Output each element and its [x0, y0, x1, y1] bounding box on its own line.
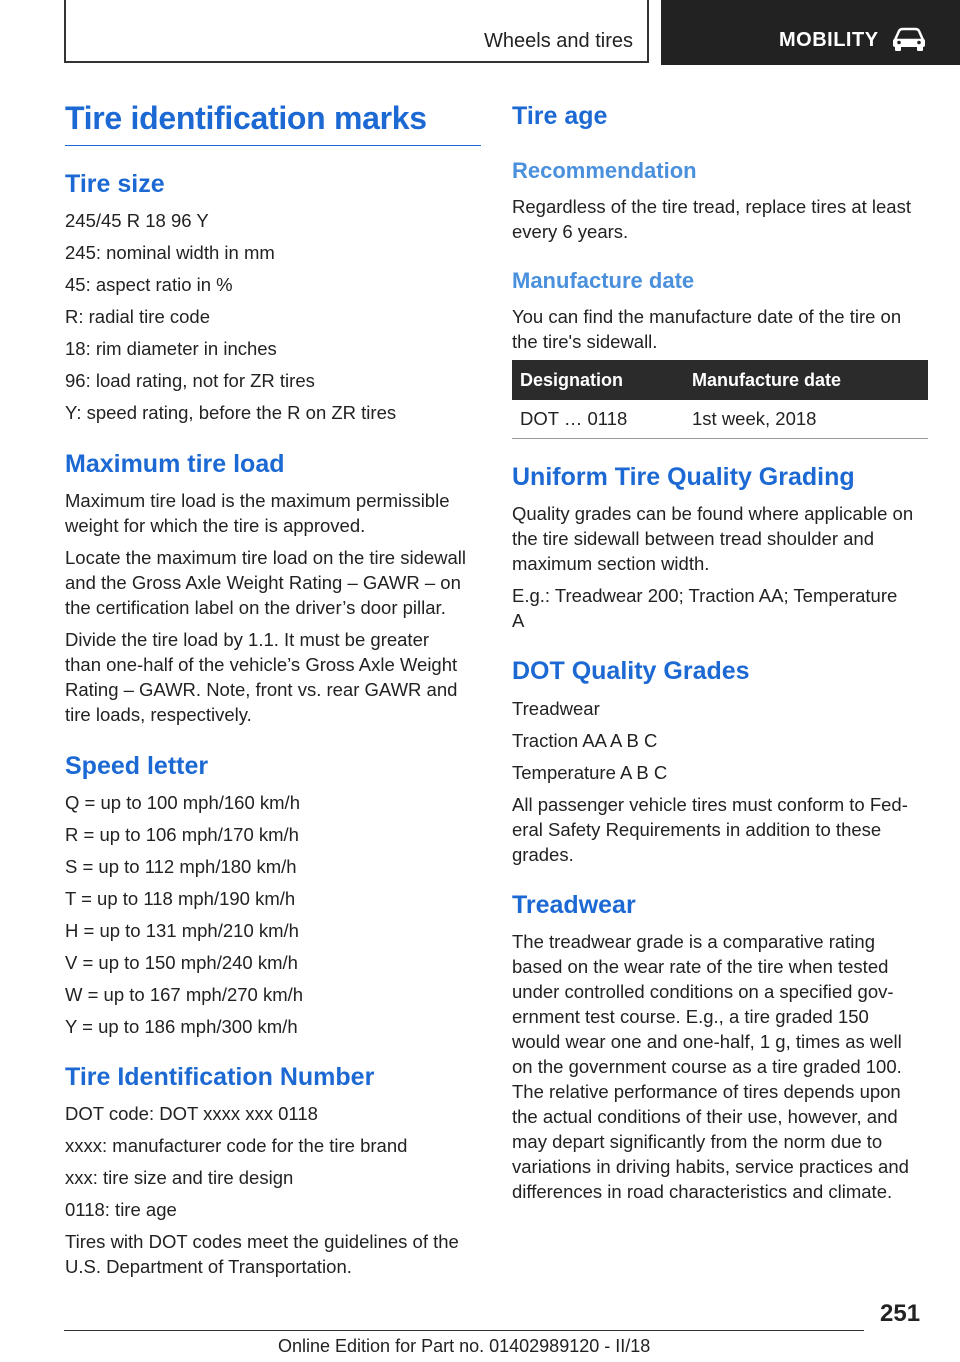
list-item: 0118: tire age: [65, 1199, 177, 1220]
paragraph-line: Tires with DOT codes meet the guidelines of the: [65, 1231, 459, 1252]
tin-heading: Tire Identification Number: [65, 1063, 375, 1091]
tire-size-heading: Tire size: [65, 170, 165, 198]
paragraph-line: Maximum tire load is the maximum permissible: [65, 490, 450, 511]
paragraph-line: may depart significantly from the norm due to: [512, 1131, 883, 1152]
treadwear-text: [512, 929, 928, 1204]
paragraph-line: on the government course as a tire graded 100.: [512, 1056, 902, 1077]
table-header-row: [512, 360, 928, 400]
recommendation-heading: Recommendation: [512, 158, 697, 183]
page-number: 251: [880, 1300, 921, 1327]
paragraph-line: The treadwear grade is a comparative rating: [512, 931, 875, 952]
paragraph-line: All passenger vehicle tires must conform to Fed‐: [512, 794, 908, 815]
list-item: T = up to 118 mph/190 km/h: [65, 888, 296, 909]
list-item: Temperature A B C: [512, 762, 668, 783]
dot-grades-text: [512, 696, 928, 867]
paragraph-line: tire loads, respectively.: [65, 704, 252, 725]
footer-divider: [64, 1330, 864, 1331]
paragraph-line: U.S. Department of Transportation.: [65, 1256, 352, 1277]
list-item: V = up to 150 mph/240 km/h: [65, 952, 298, 973]
paragraph-line: ernment test course. E.g., a tire graded 150: [512, 1006, 869, 1027]
paragraph-line: Locate the maximum tire load on the tire sidewall: [65, 547, 467, 568]
paragraph-line: weight for which the tire is approved.: [65, 515, 366, 536]
paragraph-line: differences in road characteristics and climate.: [512, 1181, 893, 1202]
chapter-tab: [661, 0, 960, 65]
page-title: Tire identification marks: [65, 100, 481, 146]
list-item: Traction AA A B C: [512, 730, 658, 751]
list-item: xxx: tire size and tire design: [65, 1167, 294, 1188]
paragraph-line: grades.: [512, 844, 574, 865]
chapter-title: MOBILITY: [779, 29, 879, 51]
car-icon: [891, 26, 927, 52]
manufacture-date-heading: Manufacture date: [512, 268, 695, 293]
manufacture-date-text: [512, 304, 928, 354]
max-load-text: [65, 488, 481, 727]
table-row: [512, 400, 928, 439]
max-load-heading: Maximum tire load: [65, 450, 285, 478]
paragraph-line: every 6 years.: [512, 221, 629, 242]
list-item: Y: speed rating, before the R on ZR tires: [65, 402, 397, 423]
paragraph-line: the tire's sidewall.: [512, 331, 658, 352]
table-cell-date: 1st week, 2018: [692, 408, 817, 429]
paragraph-line: You can find the manufacture date of the tire on: [512, 306, 902, 327]
paragraph-line: and the Gross Axle Weight Rating – GAWR – on: [65, 572, 461, 593]
list-item: R: radial tire code: [65, 306, 210, 327]
list-item: Treadwear: [512, 698, 600, 719]
list-item: H = up to 131 mph/210 km/h: [65, 920, 299, 941]
list-item: W = up to 167 mph/270 km/h: [65, 984, 304, 1005]
paragraph-line: Divide the tire load by 1.1. It must be greater: [65, 629, 430, 650]
tire-size-list: [65, 208, 481, 425]
list-item: 45: aspect ratio in %: [65, 274, 233, 295]
paragraph-line: The relative performance of tires depends upon: [512, 1081, 901, 1102]
list-item: 18: rim diameter in inches: [65, 338, 277, 359]
paragraph-line: the certification label on the driver’s door pillar.: [65, 597, 446, 618]
list-item: 96: load rating, not for ZR tires: [65, 370, 315, 391]
header-section-frame: [64, 0, 649, 63]
table-cell-designation: DOT … 0118: [520, 408, 628, 429]
section-title: Wheels and tires: [484, 30, 633, 52]
speed-letter-list: [65, 790, 481, 1039]
paragraph-line: than one-half of the vehicle’s Gross Axle Weight: [65, 654, 458, 675]
utqg-text: [512, 501, 928, 633]
paragraph-line: variations in driving habits, service practices and: [512, 1156, 909, 1177]
list-item: 245: nominal width in mm: [65, 242, 275, 263]
paragraph-line: maximum section width.: [512, 553, 710, 574]
paragraph-line: would wear one and one-half, 1 g, times as well: [512, 1031, 902, 1052]
paragraph-line: Regardless of the tire tread, replace tires at least: [512, 196, 911, 217]
list-item: Q = up to 100 mph/160 km/h: [65, 792, 300, 813]
paragraph-line: under controlled conditions on a specified gov‐: [512, 981, 894, 1002]
list-item: Y = up to 186 mph/300 km/h: [65, 1016, 298, 1037]
tin-text: [65, 1101, 481, 1279]
paragraph-line: Rating – GAWR. Note, front vs. rear GAWR and: [65, 679, 458, 700]
dot-grades-heading: DOT Quality Grades: [512, 657, 750, 685]
list-item: xxxx: manufacturer code for the tire brand: [65, 1135, 408, 1156]
list-item: R = up to 106 mph/170 km/h: [65, 824, 299, 845]
list-item: 245/45 R 18 96 Y: [65, 210, 209, 231]
table-header-manufacture-date: Manufacture date: [692, 370, 842, 390]
paragraph-line: the tire sidewall between tread shoulder and: [512, 528, 875, 549]
speed-letter-heading: Speed letter: [65, 752, 209, 780]
list-item: DOT code: DOT xxxx xxx 0118: [65, 1103, 318, 1124]
paragraph-line: A: [512, 610, 525, 631]
recommendation-text: [512, 194, 928, 244]
footer-edition: Online Edition for Part no. 01402989120 - II/18: [278, 1336, 651, 1356]
paragraph-line: eral Safety Requirements in addition to these: [512, 819, 882, 840]
treadwear-heading: Treadwear: [512, 891, 636, 919]
paragraph-line: based on the wear rate of the tire when tested: [512, 956, 889, 977]
list-item: S = up to 112 mph/180 km/h: [65, 856, 297, 877]
utqg-heading: Uniform Tire Quality Grading: [512, 463, 855, 491]
paragraph-line: Quality grades can be found where applicable on: [512, 503, 914, 524]
paragraph-line: E.g.: Treadwear 200; Traction AA; Temperature: [512, 585, 898, 606]
table-header-designation: Designation: [520, 370, 624, 390]
paragraph-line: the actual conditions of their use, however, and: [512, 1106, 898, 1127]
tire-age-heading: Tire age: [512, 102, 608, 130]
